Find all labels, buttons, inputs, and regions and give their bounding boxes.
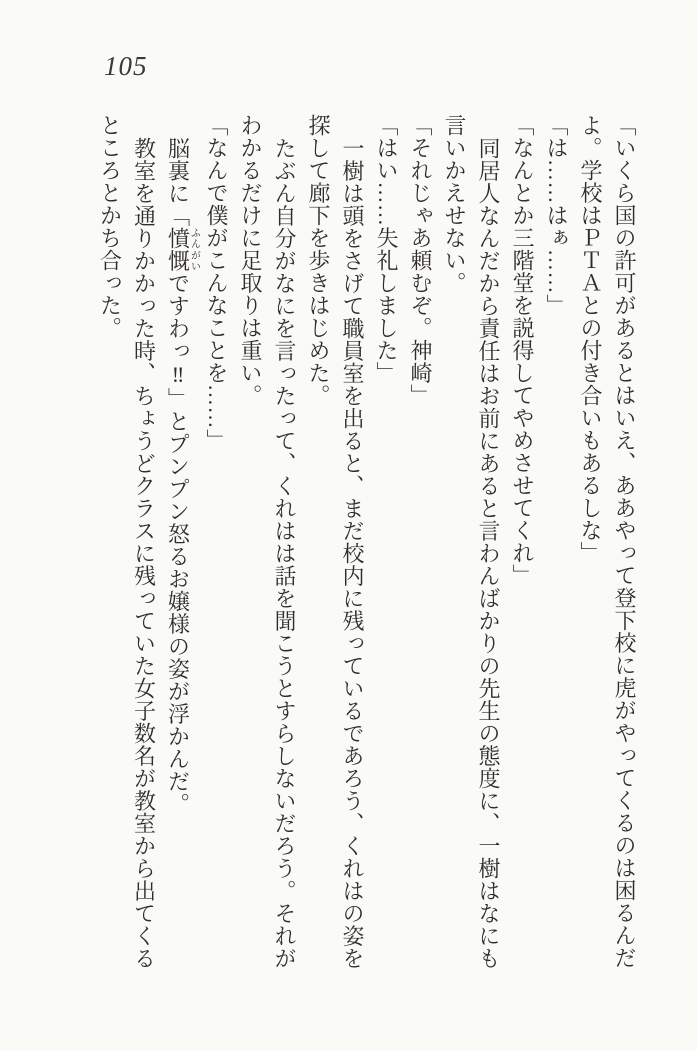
paragraph-dialogue: 「なんで僕がこんなことを……」 — [204, 114, 229, 452]
furigana-ruby — [165, 226, 200, 272]
paragraph-dialogue: 「なんとか三階堂を説得してやめさせてくれ」 — [510, 114, 535, 587]
paragraph-narrative: たぶん自分がなにを言ったって、くれはは話を聞こうとすらしないだろう。それがわかるだけに足取りは重い。 — [238, 114, 297, 969]
novel-text-block — [93, 114, 642, 978]
paragraph-narrative: 教室を通りかかった時、ちょうどクラスに残っていた女子数名が教室から出てくるところとかち合った。 — [97, 114, 157, 969]
ruby-base: 憤慨 — [165, 226, 191, 272]
page-number: 105 — [104, 51, 148, 81]
paragraph-dialogue: 「は……はぁ……」 — [544, 114, 569, 317]
paragraph-dialogue: 「はい……失礼しました」 — [374, 114, 399, 384]
paragraph-narrative: 同居人なんだから責任はお前にあると言わんばかりの先生の態度に、一樹はなにも言いかえせない。 — [442, 114, 501, 969]
paragraph-narrative-with-ruby — [161, 114, 200, 978]
paragraph-dialogue: 「いくら国の許可があるとはいえ、ああやって登下校に虎がやってくるのは困るんだよ。学校はＰＴＡとの付き合いもあるしな」 — [578, 114, 637, 969]
paragraph-dialogue: 「それじゃあ頼むぞ。神崎」 — [408, 114, 433, 407]
paragraph-text-post: ですわっ‼」とプンプン怒るお嬢様の姿が浮かんだ。 — [165, 271, 191, 815]
paragraph-text-pre: 脳裏に「 — [165, 136, 191, 227]
ruby-reading: ふんがい — [188, 226, 200, 272]
paragraph-narrative: 一樹は頭をさげて職員室を出ると、まだ校内に残っているであろう、くれはの姿を探して廊下を歩きはじめた。 — [306, 114, 365, 969]
